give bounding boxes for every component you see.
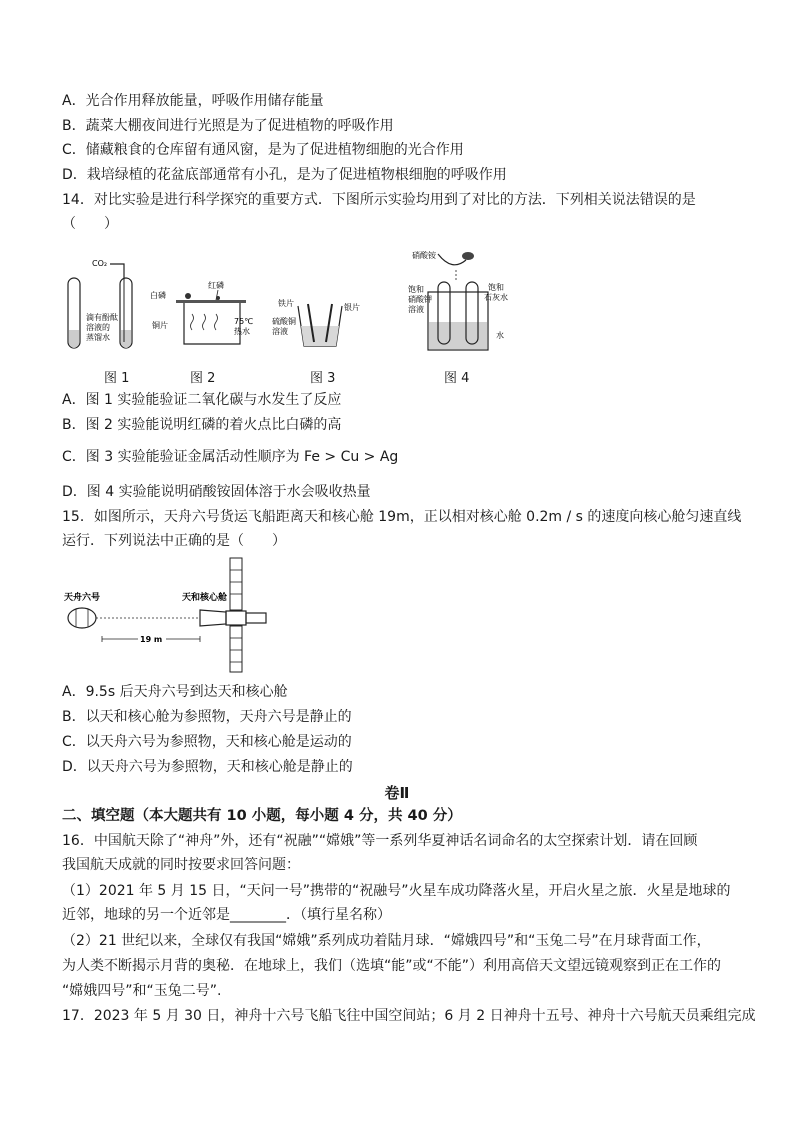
sat-kno3-label-2: 硝酸钾 <box>408 295 432 304</box>
q15-option-a: A．9.5s 后天舟六号到达天和核心舱 <box>62 684 288 700</box>
q15-option-d: D．以天舟六号为参照物，天和核心舱是静止的 <box>62 759 353 775</box>
tianhe-label: 天和核心舱 <box>182 593 228 603</box>
q13-option-a: A．光合作用释放能量，呼吸作用储存能量 <box>62 93 324 109</box>
figure-1-caption: 图 1 <box>104 371 130 386</box>
q13-option-c: C．储藏粮食的仓库留有通风窗，是为了促进植物细胞的光合作用 <box>62 142 464 158</box>
iron-sheet-label: 铁片 <box>278 299 294 308</box>
sat-lime-label-1: 饱和 <box>488 283 504 292</box>
q17-stem: 17．2023 年 5 月 30 日，神舟十六号飞船飞往中国空间站；6 月 2 日神舟十五号、神舟十六号航天员乘组完成 <box>62 1008 756 1024</box>
section-heading: 二、填空题（本大题共有 10 小题，每小题 4 分，共 40 分） <box>62 808 462 824</box>
copper-sheet-label: 铜片 <box>152 321 168 330</box>
tianzhou-label: 天舟六号 <box>64 593 101 603</box>
q14-option-b: B．图 2 实验能说明红磷的着火点比白磷的高 <box>62 417 342 433</box>
co2-label: CO₂ <box>92 259 108 268</box>
hot-water-label: 热水 <box>234 327 250 336</box>
sat-lime-label-2: 石灰水 <box>484 293 508 302</box>
figure-3-caption: 图 3 <box>310 371 336 386</box>
cuso4-solution-label: 溶液 <box>272 327 288 336</box>
q16-part1: （1）2021 年 5 月 15 日，“天问一号”携带的“祝融号”火星车成功降落火星，开启火星之旅．火星是地球的 <box>62 883 731 899</box>
q15-stem-cont: 运行．下列说法中正确的是（ ） <box>62 533 286 549</box>
figure-4 <box>408 242 518 358</box>
q15-option-b: B．以天和核心舱为参照物，天舟六号是静止的 <box>62 709 352 725</box>
tube-liquid-label-3: 蒸馏水 <box>86 333 110 342</box>
cuso4-label: 硫酸铜 <box>272 317 296 326</box>
figure-2 <box>148 248 268 358</box>
q14-option-a: A．图 1 实验能验证二氧化碳与水发生了反应 <box>62 392 342 408</box>
tube-liquid-label-2: 溶液的 <box>86 323 110 332</box>
hot-water-temp-label: 75℃ <box>234 317 254 326</box>
tube-liquid-label-1: 滴有酚酞 <box>86 313 118 322</box>
silver-sheet-label: 银片 <box>344 303 360 312</box>
figure-3 <box>268 248 388 358</box>
water-label: 水 <box>496 331 504 340</box>
q15-stem: 15．如图所示，天舟六号货运飞船距离天和核心舱 19m，正以相对核心舱 0.2m / s 的速度向核心舱匀速直线 <box>62 509 742 525</box>
q16-stem-cont: 我国航天成就的同时按要求回答问题： <box>62 857 300 873</box>
figure-spacecraft <box>62 556 282 674</box>
figure-4-caption: 图 4 <box>444 371 470 386</box>
q14-answer-blank: （ ） <box>62 216 118 232</box>
q15-option-c: C．以天舟六号为参照物，天和核心舱是运动的 <box>62 734 352 750</box>
q14-stem: 14．对比实验是进行科学探究的重要方式．下图所示实验均用到了对比的方法．下列相关说法错误的是 <box>62 192 696 208</box>
q16-part1-cont: 近邻，地球的另一个近邻是________．（填行星名称） <box>62 907 391 923</box>
nh4no3-label: 硝酸铵 <box>412 251 436 260</box>
volume-title: 卷Ⅱ <box>384 784 410 802</box>
figure-2-caption: 图 2 <box>190 371 216 386</box>
q16-part2-end: “嫦娥四号”和“玉兔二号”. <box>62 983 222 999</box>
q16-part2: （2）21 世纪以来，全球仅有我国“嫦娥”系列成功着陆月球．“嫦娥四号”和“玉兔二号”在月球背面工作， <box>62 933 711 949</box>
q14-option-c: C．图 3 实验能验证金属活动性顺序为 Fe > Cu > Ag <box>62 449 399 465</box>
q14-option-d: D．图 4 实验能说明硝酸铵固体溶于水会吸收热量 <box>62 484 371 500</box>
white-phosphorus-label: 白磷 <box>150 291 166 300</box>
sat-kno3-label-3: 溶液 <box>408 305 424 314</box>
red-phosphorus-label: 红磷 <box>208 281 224 290</box>
q13-option-b: B．蔬菜大棚夜间进行光照是为了促进植物的呼吸作用 <box>62 118 394 134</box>
q16-part2-cont: 为人类不断揭示月背的奥秘．在地球上，我们（选填“能”或“不能”）利用高倍天文望远镜观察到正在工作的 <box>62 958 722 974</box>
distance-label: 19 m <box>140 635 163 644</box>
q13-option-d: D．栽培绿植的花盆底部通常有小孔，是为了促进植物根细胞的呼吸作用 <box>62 167 507 183</box>
sat-kno3-label-1: 饱和 <box>408 285 424 294</box>
q16-stem: 16．中国航天除了“神舟”外，还有“祝融”“嫦娥”等一系列华夏神话名词命名的太空探索计划．请在回顾 <box>62 833 698 849</box>
